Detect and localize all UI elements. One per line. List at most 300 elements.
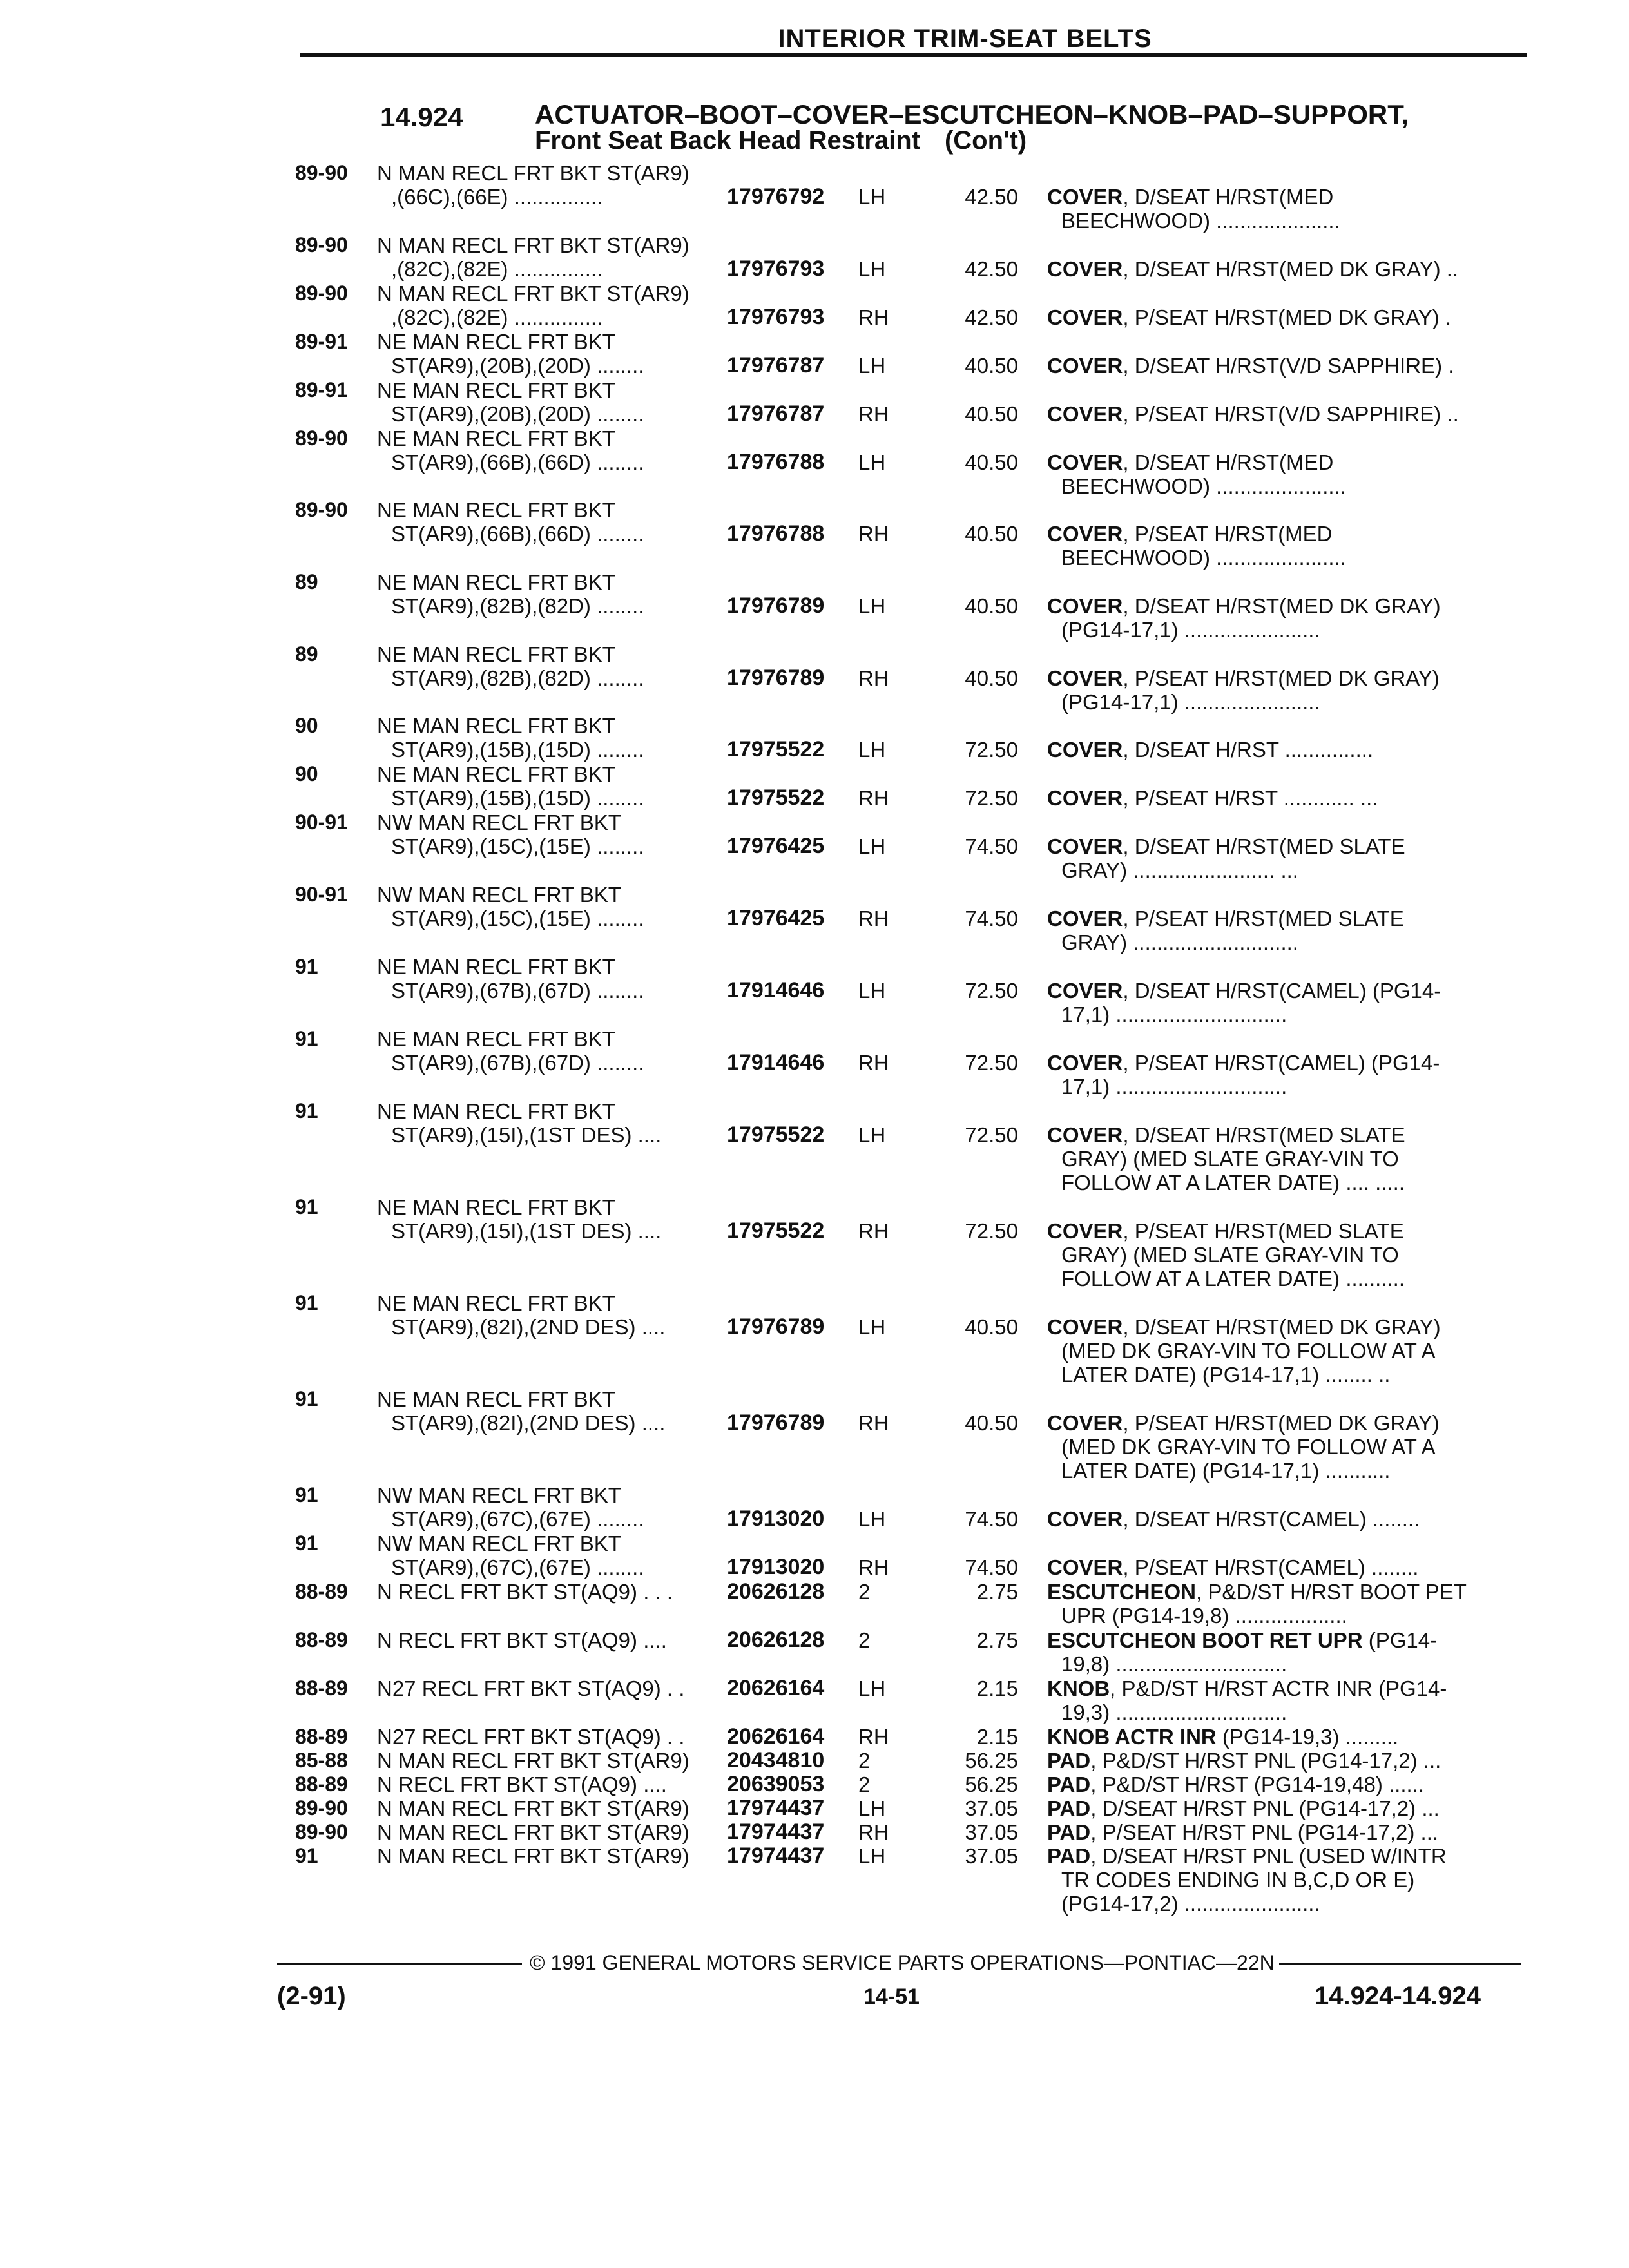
section-number: 14.924	[380, 102, 463, 132]
part-description-line: FOLLOW AT A LATER DATE) .... .....	[1061, 1171, 1405, 1195]
part-description	[1047, 402, 1511, 426]
model-year: 89-90	[295, 161, 348, 184]
application-description	[377, 1820, 776, 1844]
part-number: 17974437	[727, 1796, 825, 1820]
part-keyword: KNOB ACTR INR	[1047, 1725, 1217, 1749]
part-number: 17976792	[727, 184, 825, 209]
application-line-2: ST(AR9),(15B),(15D) ........	[391, 786, 644, 810]
model-year: 91	[295, 1195, 318, 1218]
application-line-2: ST(AR9),(82I),(2ND DES) ....	[391, 1315, 666, 1339]
part-description-line: UPR (PG14-19,8) ...................	[1061, 1604, 1347, 1628]
model-year: 91	[295, 1532, 318, 1555]
part-description	[1047, 907, 1511, 954]
part-description-line: GRAY) (MED SLATE GRAY-VIN TO	[1061, 1243, 1399, 1267]
model-year: 89-91	[295, 330, 348, 353]
part-description	[1047, 738, 1511, 762]
part-number: 17976793	[727, 305, 825, 329]
application-line-1: NE MAN RECL FRT BKT	[377, 1387, 615, 1411]
part-description-line: COVER, P/SEAT H/RST(MED SLATE	[1047, 1219, 1404, 1243]
application-line-1: N MAN RECL FRT BKT ST(AR9)	[377, 1796, 689, 1820]
application-description	[377, 498, 776, 546]
application-description	[377, 1291, 776, 1339]
application-line-2: ST(AR9),(15I),(1ST DES) ....	[391, 1123, 662, 1147]
price: 2.75	[976, 1628, 1018, 1652]
application-description	[377, 1628, 776, 1652]
part-number: 17914646	[727, 978, 825, 1003]
price: 2.15	[976, 1677, 1018, 1700]
part-keyword: ESCUTCHEON	[1047, 1580, 1197, 1604]
part-description-line: COVER, D/SEAT H/RST(MED	[1047, 185, 1334, 209]
part-description-line: COVER, D/SEAT H/RST(MED DK GRAY)	[1047, 594, 1441, 618]
price: 42.50	[965, 257, 1018, 281]
part-description-line: GRAY) ............................	[1061, 930, 1298, 954]
price: 40.50	[965, 1411, 1018, 1435]
part-description-line: COVER, D/SEAT H/RST(MED SLATE	[1047, 834, 1405, 858]
model-year: 91	[295, 1387, 318, 1410]
model-year: 91	[295, 1844, 318, 1867]
part-keyword: COVER	[1047, 305, 1123, 329]
side-qty: RH	[858, 305, 889, 329]
application-line-2: ,(82C),(82E) ...............	[391, 257, 603, 281]
application-line-2: ST(AR9),(15B),(15D) ........	[391, 738, 644, 762]
part-description-line: ESCUTCHEON BOOT RET UPR (PG14-	[1047, 1628, 1438, 1652]
price: 37.05	[965, 1844, 1018, 1868]
part-description	[1047, 450, 1511, 498]
part-description-line: COVER, P/SEAT H/RST(MED	[1047, 522, 1333, 546]
application-line-1: N27 RECL FRT BKT ST(AQ9) . .	[377, 1677, 685, 1700]
model-year: 89-90	[295, 427, 348, 450]
part-description	[1047, 1628, 1511, 1676]
side-qty: LH	[858, 450, 886, 474]
model-year: 90-91	[295, 883, 348, 906]
side-qty: LH	[858, 1123, 886, 1147]
part-description-line: GRAY) (MED SLATE GRAY-VIN TO	[1061, 1147, 1399, 1171]
part-keyword: PAD	[1047, 1773, 1091, 1796]
part-description-line: BEECHWOOD) ......................	[1061, 474, 1346, 498]
part-keyword: COVER	[1047, 666, 1123, 690]
part-description-line: COVER, D/SEAT H/RST(V/D SAPPHIRE) .	[1047, 354, 1454, 378]
part-description-line: BEECHWOOD) .....................	[1061, 209, 1340, 233]
application-line-1: N RECL FRT BKT ST(AQ9) ....	[377, 1773, 667, 1796]
application-line-2: ST(AR9),(82I),(2ND DES) ....	[391, 1411, 666, 1435]
part-description	[1047, 1773, 1511, 1796]
side-qty: LH	[858, 1315, 886, 1339]
side-qty: RH	[858, 1411, 889, 1435]
side-qty: RH	[858, 522, 889, 546]
price: 37.05	[965, 1820, 1018, 1844]
footer-copyright: © 1991 GENERAL MOTORS SERVICE PARTS OPERATIONS—PONTIAC—22N	[530, 1951, 1275, 1974]
part-description-line: BEECHWOOD) ......................	[1061, 546, 1346, 570]
price: 42.50	[965, 305, 1018, 329]
part-description-line: COVER, P/SEAT H/RST(CAMEL) (PG14-	[1047, 1051, 1440, 1075]
model-year: 91	[295, 1099, 318, 1122]
application-line-1: NE MAN RECL FRT BKT	[377, 762, 615, 786]
application-line-1: NW MAN RECL FRT BKT	[377, 811, 621, 834]
application-line-1: NE MAN RECL FRT BKT	[377, 714, 615, 738]
application-description	[377, 1677, 776, 1700]
side-qty: LH	[858, 594, 886, 618]
side-qty: 2	[858, 1749, 871, 1773]
part-number: 17976793	[727, 256, 825, 281]
part-number: 17974437	[727, 1843, 825, 1868]
part-number: 20434810	[727, 1748, 825, 1773]
side-qty: LH	[858, 1844, 886, 1868]
part-description	[1047, 666, 1511, 714]
application-line-1: N RECL FRT BKT ST(AQ9) ....	[377, 1628, 667, 1652]
application-description	[377, 714, 776, 762]
price: 56.25	[965, 1773, 1018, 1796]
application-line-2: ST(AR9),(66B),(66D) ........	[391, 450, 644, 474]
price: 42.50	[965, 185, 1018, 209]
part-description-line: GRAY) ........................ ...	[1061, 858, 1298, 882]
price: 72.50	[965, 1219, 1018, 1243]
part-keyword: COVER	[1047, 185, 1123, 209]
price: 72.50	[965, 786, 1018, 810]
part-description-line: PAD, D/SEAT H/RST PNL (USED W/INTR	[1047, 1844, 1447, 1868]
part-keyword: COVER	[1047, 1219, 1123, 1243]
price: 40.50	[965, 402, 1018, 426]
part-number: 17976789	[727, 1410, 825, 1435]
part-keyword: ESCUTCHEON BOOT RET UPR	[1047, 1628, 1363, 1652]
part-description-line: KNOB, P&D/ST H/RST ACTR INR (PG14-	[1047, 1677, 1447, 1700]
application-line-2: ST(AR9),(67C),(67E) ........	[391, 1507, 644, 1531]
part-description-line: COVER, P/SEAT H/RST(CAMEL) ........	[1047, 1555, 1419, 1579]
part-description	[1047, 1677, 1511, 1724]
part-keyword: COVER	[1047, 738, 1123, 762]
part-description	[1047, 1796, 1511, 1820]
part-description-line: COVER, P/SEAT H/RST(V/D SAPPHIRE) ..	[1047, 402, 1459, 426]
price: 72.50	[965, 1123, 1018, 1147]
application-description	[377, 1099, 776, 1147]
part-keyword: PAD	[1047, 1749, 1091, 1773]
application-line-1: NE MAN RECL FRT BKT	[377, 498, 615, 522]
model-year: 91	[295, 1483, 318, 1506]
part-description-line: 17,1) .............................	[1061, 1075, 1287, 1099]
side-qty: LH	[858, 185, 886, 209]
application-line-1: N MAN RECL FRT BKT ST(AR9)	[377, 233, 689, 257]
application-line-1: NE MAN RECL FRT BKT	[377, 642, 615, 666]
part-description-line: LATER DATE) (PG14-17,1) ...........	[1061, 1459, 1391, 1483]
model-year: 89-90	[295, 498, 348, 521]
part-number: 17975522	[727, 737, 825, 762]
part-keyword: COVER	[1047, 1315, 1123, 1339]
price: 40.50	[965, 450, 1018, 474]
application-description	[377, 1387, 776, 1435]
part-keyword: COVER	[1047, 1051, 1123, 1075]
application-description	[377, 883, 776, 930]
model-year: 88-89	[295, 1628, 348, 1651]
part-number: 17975522	[727, 785, 825, 810]
application-description	[377, 1580, 776, 1604]
continued-label: (Con't)	[944, 126, 1027, 155]
application-description	[377, 811, 776, 858]
application-line-2: ST(AR9),(66B),(66D) ........	[391, 522, 644, 546]
part-description-line: (MED DK GRAY-VIN TO FOLLOW AT A	[1061, 1435, 1436, 1459]
application-line-1: NE MAN RECL FRT BKT	[377, 1291, 615, 1315]
application-description	[377, 570, 776, 618]
model-year: 85-88	[295, 1749, 348, 1772]
model-year: 89-90	[295, 1820, 348, 1843]
part-keyword: KNOB	[1047, 1677, 1110, 1700]
part-description-line: PAD, P&D/ST H/RST (PG14-19,48) ......	[1047, 1773, 1425, 1796]
part-description	[1047, 834, 1511, 882]
page-title: INTERIOR TRIM-SEAT BELTS	[778, 24, 1152, 53]
part-keyword: COVER	[1047, 1507, 1123, 1531]
part-description	[1047, 522, 1511, 570]
part-keyword: COVER	[1047, 402, 1123, 426]
part-description-line: (PG14-17,2) .......................	[1061, 1892, 1320, 1916]
part-description-line: COVER, P/SEAT H/RST(MED DK GRAY) .	[1047, 305, 1452, 329]
part-keyword: COVER	[1047, 257, 1123, 281]
model-year: 91	[295, 1291, 318, 1314]
side-qty: RH	[858, 402, 889, 426]
side-qty: 2	[858, 1773, 871, 1796]
model-year: 90	[295, 714, 318, 737]
side-qty: LH	[858, 257, 886, 281]
application-line-1: N27 RECL FRT BKT ST(AQ9) . .	[377, 1725, 685, 1749]
application-line-2: ST(AR9),(67C),(67E) ........	[391, 1555, 644, 1579]
part-number: 17975522	[727, 1122, 825, 1147]
application-description	[377, 1844, 776, 1868]
application-description	[377, 1749, 776, 1773]
part-description	[1047, 1725, 1511, 1749]
application-line-2: ST(AR9),(15C),(15E) ........	[391, 834, 644, 858]
price: 37.05	[965, 1796, 1018, 1820]
part-description-line: 17,1) .............................	[1061, 1003, 1287, 1026]
price: 40.50	[965, 594, 1018, 618]
part-description	[1047, 185, 1511, 233]
application-line-2: ,(66C),(66E) ...............	[391, 185, 603, 209]
model-year: 88-89	[295, 1773, 348, 1796]
application-description	[377, 1725, 776, 1749]
part-number: 17976787	[727, 401, 825, 426]
side-qty: LH	[858, 1677, 886, 1700]
price: 72.50	[965, 738, 1018, 762]
application-description	[377, 642, 776, 690]
part-number: 17976788	[727, 450, 825, 474]
part-description-line: 19,3) .............................	[1061, 1700, 1287, 1724]
price: 74.50	[965, 1507, 1018, 1531]
application-line-1: NE MAN RECL FRT BKT	[377, 330, 615, 354]
part-description	[1047, 979, 1511, 1026]
application-description	[377, 378, 776, 426]
application-line-2: ST(AR9),(15C),(15E) ........	[391, 907, 644, 930]
application-line-1: N MAN RECL FRT BKT ST(AR9)	[377, 282, 689, 305]
part-keyword: COVER	[1047, 522, 1123, 546]
application-line-2: ST(AR9),(82B),(82D) ........	[391, 594, 644, 618]
part-description-line: COVER, P/SEAT H/RST ............ ...	[1047, 786, 1378, 810]
application-line-2: ST(AR9),(82B),(82D) ........	[391, 666, 644, 690]
part-number: 20639053	[727, 1772, 825, 1796]
part-keyword: COVER	[1047, 1123, 1123, 1147]
application-description	[377, 1027, 776, 1075]
part-description-line: PAD, P/SEAT H/RST PNL (PG14-17,2) ...	[1047, 1820, 1439, 1844]
model-year: 91	[295, 955, 318, 978]
application-line-2: ST(AR9),(20B),(20D) ........	[391, 402, 644, 426]
application-line-1: N MAN RECL FRT BKT ST(AR9)	[377, 1820, 689, 1844]
application-line-1: N RECL FRT BKT ST(AQ9) . . .	[377, 1580, 673, 1604]
part-description	[1047, 305, 1511, 329]
part-keyword: PAD	[1047, 1844, 1091, 1868]
application-line-2: ST(AR9),(20B),(20D) ........	[391, 354, 644, 378]
side-qty: RH	[858, 666, 889, 690]
part-keyword: COVER	[1047, 1555, 1123, 1579]
part-description-line: FOLLOW AT A LATER DATE) ..........	[1061, 1267, 1405, 1291]
model-year: 89	[295, 642, 318, 666]
part-description	[1047, 786, 1511, 810]
side-qty: RH	[858, 1219, 889, 1243]
model-year: 89-90	[295, 1796, 348, 1820]
part-number: 17976787	[727, 353, 825, 378]
part-description-line: PAD, P&D/ST H/RST PNL (PG14-17,2) ...	[1047, 1749, 1441, 1773]
part-keyword: PAD	[1047, 1820, 1091, 1844]
part-number: 17974437	[727, 1820, 825, 1844]
part-number: 17976425	[727, 834, 825, 858]
application-line-2: ST(AR9),(15I),(1ST DES) ....	[391, 1219, 662, 1243]
part-description-line: LATER DATE) (PG14-17,1) ........ ..	[1061, 1363, 1391, 1387]
application-line-1: NE MAN RECL FRT BKT	[377, 1099, 615, 1123]
part-number: 17976789	[727, 1314, 825, 1339]
price: 74.50	[965, 907, 1018, 930]
part-keyword: COVER	[1047, 834, 1123, 858]
price: 2.15	[976, 1725, 1018, 1749]
part-keyword: COVER	[1047, 979, 1123, 1003]
part-description-line: COVER, D/SEAT H/RST(CAMEL) ........	[1047, 1507, 1420, 1531]
side-qty: LH	[858, 1507, 886, 1531]
part-description-line: COVER, P/SEAT H/RST(MED DK GRAY)	[1047, 1411, 1440, 1435]
side-qty: LH	[858, 738, 886, 762]
side-qty: 2	[858, 1580, 871, 1604]
section-title: ACTUATOR–BOOT–COVER–ESCUTCHEON–KNOB–PAD–SUPPORT,	[535, 99, 1409, 130]
part-description	[1047, 1844, 1511, 1916]
part-description-line: TR CODES ENDING IN B,C,D OR E)	[1061, 1868, 1415, 1892]
price: 74.50	[965, 834, 1018, 858]
application-description	[377, 1483, 776, 1531]
part-description-line: COVER, D/SEAT H/RST(MED DK GRAY)	[1047, 1315, 1441, 1339]
footer-rule-left	[277, 1963, 522, 1965]
part-keyword: COVER	[1047, 450, 1123, 474]
part-description	[1047, 594, 1511, 642]
application-description	[377, 1532, 776, 1579]
part-keyword: COVER	[1047, 786, 1123, 810]
part-description-line: PAD, D/SEAT H/RST PNL (PG14-17,2) ...	[1047, 1796, 1440, 1820]
side-qty: RH	[858, 1051, 889, 1075]
price: 40.50	[965, 522, 1018, 546]
model-year: 90-91	[295, 811, 348, 834]
model-year: 88-89	[295, 1677, 348, 1700]
side-qty: LH	[858, 354, 886, 378]
application-description	[377, 1773, 776, 1796]
application-line-2: ST(AR9),(67B),(67D) ........	[391, 979, 644, 1003]
price: 74.50	[965, 1555, 1018, 1579]
part-description	[1047, 1749, 1511, 1773]
application-description	[377, 1796, 776, 1820]
part-number: 20626128	[727, 1628, 825, 1652]
part-description	[1047, 1051, 1511, 1099]
model-year: 91	[295, 1027, 318, 1050]
part-keyword: COVER	[1047, 907, 1123, 930]
side-qty: RH	[858, 907, 889, 930]
application-line-1: NE MAN RECL FRT BKT	[377, 427, 615, 450]
price: 56.25	[965, 1749, 1018, 1773]
price: 40.50	[965, 666, 1018, 690]
application-description	[377, 330, 776, 378]
model-year: 88-89	[295, 1725, 348, 1748]
application-line-2: ST(AR9),(67B),(67D) ........	[391, 1051, 644, 1075]
model-year: 89-90	[295, 233, 348, 256]
application-line-1: NE MAN RECL FRT BKT	[377, 378, 615, 402]
application-line-1: N MAN RECL FRT BKT ST(AR9)	[377, 161, 689, 185]
part-number: 17913020	[727, 1555, 825, 1579]
part-description	[1047, 1123, 1511, 1195]
application-description	[377, 427, 776, 474]
part-number: 17976425	[727, 906, 825, 930]
part-description-line: COVER, D/SEAT H/RST(CAMEL) (PG14-	[1047, 979, 1441, 1003]
price: 72.50	[965, 1051, 1018, 1075]
application-line-1: NE MAN RECL FRT BKT	[377, 570, 615, 594]
footer-rule-right	[1279, 1963, 1521, 1965]
price: 40.50	[965, 354, 1018, 378]
application-line-1: N MAN RECL FRT BKT ST(AR9)	[377, 1844, 689, 1868]
section-subtitle-text: Front Seat Back Head Restraint	[535, 126, 920, 155]
application-line-1: NW MAN RECL FRT BKT	[377, 1532, 621, 1555]
model-year: 89-90	[295, 282, 348, 305]
application-description	[377, 282, 776, 329]
part-description-line: COVER, P/SEAT H/RST(MED SLATE	[1047, 907, 1404, 930]
part-number: 17976788	[727, 521, 825, 546]
part-description-line: COVER, D/SEAT H/RST(MED SLATE	[1047, 1123, 1405, 1147]
model-year: 89-91	[295, 378, 348, 401]
part-description	[1047, 1820, 1511, 1844]
price: 40.50	[965, 1315, 1018, 1339]
model-year: 90	[295, 762, 318, 785]
part-description-line: COVER, D/SEAT H/RST ...............	[1047, 738, 1374, 762]
part-description-line: COVER, D/SEAT H/RST(MED DK GRAY) ..	[1047, 257, 1459, 281]
part-description	[1047, 1219, 1511, 1291]
application-description	[377, 762, 776, 810]
side-qty: LH	[858, 834, 886, 858]
part-description-line: (MED DK GRAY-VIN TO FOLLOW AT A	[1061, 1339, 1436, 1363]
part-keyword: COVER	[1047, 354, 1123, 378]
part-description-line: 19,8) .............................	[1061, 1652, 1287, 1676]
application-description	[377, 161, 776, 209]
application-description	[377, 233, 776, 281]
part-number: 17976789	[727, 593, 825, 618]
part-keyword: PAD	[1047, 1796, 1091, 1820]
footer-page-number: 14-51	[863, 1984, 920, 2009]
part-number: 20626164	[727, 1676, 825, 1700]
part-description	[1047, 1555, 1511, 1579]
part-description-line: KNOB ACTR INR (PG14-19,3) .........	[1047, 1725, 1399, 1749]
application-description	[377, 1195, 776, 1243]
side-qty: LH	[858, 979, 886, 1003]
application-line-1: N MAN RECL FRT BKT ST(AR9)	[377, 1749, 689, 1773]
application-line-1: NW MAN RECL FRT BKT	[377, 1483, 621, 1507]
side-qty: RH	[858, 1555, 889, 1579]
part-number: 17914646	[727, 1050, 825, 1075]
application-line-1: NE MAN RECL FRT BKT	[377, 955, 615, 979]
part-description	[1047, 1411, 1511, 1483]
part-description	[1047, 1507, 1511, 1531]
part-description-line: COVER, D/SEAT H/RST(MED	[1047, 450, 1334, 474]
application-line-1: NW MAN RECL FRT BKT	[377, 883, 621, 907]
part-number: 20626128	[727, 1579, 825, 1604]
part-description-line: (PG14-17,1) .......................	[1061, 618, 1320, 642]
application-line-1: NE MAN RECL FRT BKT	[377, 1027, 615, 1051]
part-number: 17975522	[727, 1218, 825, 1243]
footer-section-range: 14.924-14.924	[1315, 1982, 1481, 2010]
price: 2.75	[976, 1580, 1018, 1604]
